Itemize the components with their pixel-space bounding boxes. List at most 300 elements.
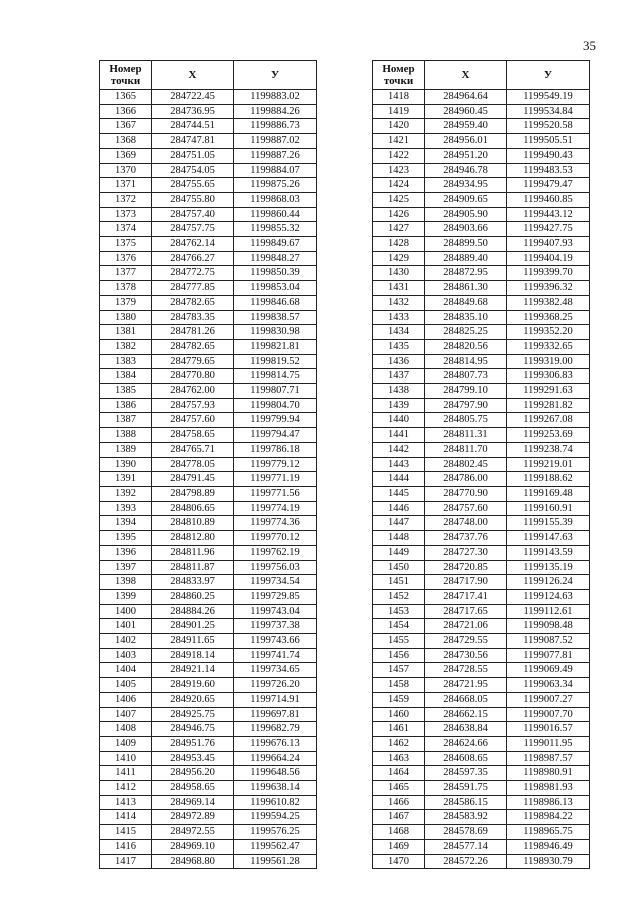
- table-row: [100, 457, 317, 472]
- header-text: Номер: [382, 63, 415, 75]
- cell-y: 1199729.85: [234, 589, 317, 604]
- cell-y: 1199069.49: [507, 663, 590, 678]
- table-row: [373, 104, 590, 119]
- table-row: [373, 354, 590, 369]
- column-header-x: X: [425, 61, 507, 90]
- cell-y: 1199576.25: [234, 825, 317, 840]
- cell-point-number: 1433: [373, 310, 425, 325]
- table-row: [373, 560, 590, 575]
- cell-point-number: 1404: [100, 663, 152, 678]
- table-row: [373, 589, 590, 604]
- table-row: [373, 457, 590, 472]
- table-row: [373, 295, 590, 310]
- cell-point-number: 1368: [100, 134, 152, 149]
- table-row: [100, 648, 317, 663]
- cell-x: 284972.89: [152, 810, 234, 825]
- table-row: [100, 854, 317, 869]
- cell-x: 284925.75: [152, 707, 234, 722]
- cell-y: 1199443.12: [507, 207, 590, 222]
- table-row: [373, 692, 590, 707]
- cell-point-number: 1414: [100, 810, 152, 825]
- cell-point-number: 1381: [100, 325, 152, 340]
- cell-x: 284728.55: [425, 663, 507, 678]
- table-row: [373, 119, 590, 134]
- column-header-y: У: [234, 61, 317, 90]
- cell-x: 284755.80: [152, 192, 234, 207]
- cell-point-number: 1422: [373, 148, 425, 163]
- cell-y: 1199779.12: [234, 457, 317, 472]
- cell-point-number: 1460: [373, 707, 425, 722]
- cell-y: 1199291.63: [507, 384, 590, 399]
- cell-point-number: 1385: [100, 384, 152, 399]
- header-text: Номер: [109, 63, 142, 75]
- table-row: [100, 678, 317, 693]
- cell-y: 1199741.74: [234, 648, 317, 663]
- cell-point-number: 1425: [373, 192, 425, 207]
- cell-point-number: 1373: [100, 207, 152, 222]
- cell-x: 284872.95: [425, 266, 507, 281]
- table-row: [100, 119, 317, 134]
- table-row: [100, 810, 317, 825]
- cell-point-number: 1380: [100, 310, 152, 325]
- cell-y: 1199534.84: [507, 104, 590, 119]
- cell-y: 1199807.71: [234, 384, 317, 399]
- cell-x: 284889.40: [425, 251, 507, 266]
- cell-point-number: 1411: [100, 766, 152, 781]
- table-row: [373, 648, 590, 663]
- table-row: [100, 634, 317, 649]
- cell-y: 1199169.48: [507, 486, 590, 501]
- cell-point-number: 1426: [373, 207, 425, 222]
- cell-y: 1199838.57: [234, 310, 317, 325]
- cell-x: 284953.45: [152, 751, 234, 766]
- cell-x: 284721.95: [425, 678, 507, 693]
- table-row: [100, 619, 317, 634]
- table-row: [100, 251, 317, 266]
- cell-point-number: 1436: [373, 354, 425, 369]
- cell-x: 284783.35: [152, 310, 234, 325]
- table-row: [373, 222, 590, 237]
- cell-x: 284811.96: [152, 545, 234, 560]
- cell-point-number: 1417: [100, 854, 152, 869]
- cell-y: 1199479.47: [507, 178, 590, 193]
- cell-x: 284805.75: [425, 413, 507, 428]
- cell-y: 1198981.93: [507, 781, 590, 796]
- cell-x: 284722.45: [152, 90, 234, 105]
- cell-x: 284727.30: [425, 545, 507, 560]
- table-row: [100, 428, 317, 443]
- cell-point-number: 1450: [373, 560, 425, 575]
- table-row: [373, 207, 590, 222]
- cell-y: 1199112.61: [507, 604, 590, 619]
- cell-y: 1199774.36: [234, 516, 317, 531]
- table-row: [373, 442, 590, 457]
- cell-y: 1199306.83: [507, 369, 590, 384]
- cell-x: 284720.85: [425, 560, 507, 575]
- cell-y: 1199804.70: [234, 398, 317, 413]
- cell-y: 1199610.82: [234, 795, 317, 810]
- cell-x: 284770.90: [425, 486, 507, 501]
- table-row: [100, 104, 317, 119]
- cell-x: 284811.87: [152, 560, 234, 575]
- cell-point-number: 1461: [373, 722, 425, 737]
- cell-x: 284920.65: [152, 692, 234, 707]
- column-header-point-number: [100, 61, 152, 90]
- cell-y: 1199883.02: [234, 90, 317, 105]
- cell-y: 1199886.73: [234, 119, 317, 134]
- cell-x: 284903.66: [425, 222, 507, 237]
- table-row: [373, 369, 590, 384]
- cell-y: 1199737.38: [234, 619, 317, 634]
- table-row: [100, 413, 317, 428]
- cell-y: 1198946.49: [507, 839, 590, 854]
- cell-x: 284921.14: [152, 663, 234, 678]
- table-row: [100, 663, 317, 678]
- cell-x: 284799.10: [425, 384, 507, 399]
- cell-point-number: 1467: [373, 810, 425, 825]
- table-row: [100, 384, 317, 399]
- cell-y: 1199814.75: [234, 369, 317, 384]
- cell-point-number: 1468: [373, 825, 425, 840]
- cell-y: 1199382.48: [507, 295, 590, 310]
- cell-x: 284624.66: [425, 736, 507, 751]
- table-row: [373, 516, 590, 531]
- cell-point-number: 1409: [100, 736, 152, 751]
- cell-x: 284757.40: [152, 207, 234, 222]
- cell-x: 284960.45: [425, 104, 507, 119]
- cell-y: 1199855.32: [234, 222, 317, 237]
- cell-y: 1199756.03: [234, 560, 317, 575]
- cell-x: 284946.78: [425, 163, 507, 178]
- cell-y: 1199063.34: [507, 678, 590, 693]
- cell-x: 284751.05: [152, 148, 234, 163]
- table-row: [373, 825, 590, 840]
- cell-point-number: 1430: [373, 266, 425, 281]
- cell-y: 1199549.19: [507, 90, 590, 105]
- cell-x: 284762.00: [152, 384, 234, 399]
- cell-point-number: 1386: [100, 398, 152, 413]
- cell-y: 1199011.95: [507, 736, 590, 751]
- table-row: [100, 148, 317, 163]
- table-header-row: [373, 61, 590, 90]
- cell-y: 1199561.28: [234, 854, 317, 869]
- cell-y: 1198984.22: [507, 810, 590, 825]
- cell-y: 1199821.81: [234, 339, 317, 354]
- cell-x: 284934.95: [425, 178, 507, 193]
- table-row: [100, 781, 317, 796]
- cell-point-number: 1375: [100, 237, 152, 252]
- cell-y: 1199794.47: [234, 428, 317, 443]
- cell-x: 284586.15: [425, 795, 507, 810]
- table-row: [100, 163, 317, 178]
- header-text: точки: [110, 75, 141, 87]
- cell-x: 284918.14: [152, 648, 234, 663]
- cell-y: 1199332.65: [507, 339, 590, 354]
- cell-point-number: 1435: [373, 339, 425, 354]
- cell-y: 1199875.26: [234, 178, 317, 193]
- cell-x: 284765.71: [152, 442, 234, 457]
- cell-point-number: 1448: [373, 531, 425, 546]
- cell-y: 1199734.54: [234, 575, 317, 590]
- cell-y: 1199734.65: [234, 663, 317, 678]
- cell-y: 1199077.81: [507, 648, 590, 663]
- cell-point-number: 1455: [373, 634, 425, 649]
- cell-x: 284909.65: [425, 192, 507, 207]
- cell-y: 1199682.79: [234, 722, 317, 737]
- cell-y: 1199319.00: [507, 354, 590, 369]
- cell-y: 1199267.08: [507, 413, 590, 428]
- cell-point-number: 1418: [373, 90, 425, 105]
- cell-point-number: 1446: [373, 501, 425, 516]
- cell-x: 284806.65: [152, 501, 234, 516]
- cell-point-number: 1408: [100, 722, 152, 737]
- cell-point-number: 1374: [100, 222, 152, 237]
- cell-y: 1199594.25: [234, 810, 317, 825]
- cell-x: 284747.81: [152, 134, 234, 149]
- table-row: [100, 575, 317, 590]
- table-row: [373, 751, 590, 766]
- cell-point-number: 1445: [373, 486, 425, 501]
- cell-point-number: 1376: [100, 251, 152, 266]
- cell-y: 1199407.93: [507, 237, 590, 252]
- table-row: [100, 237, 317, 252]
- cell-x: 284577.14: [425, 839, 507, 854]
- cell-point-number: 1367: [100, 119, 152, 134]
- cell-y: 1199884.07: [234, 163, 317, 178]
- table-row: [100, 310, 317, 325]
- cell-point-number: 1396: [100, 545, 152, 560]
- table-row: [373, 501, 590, 516]
- cell-y: 1199483.53: [507, 163, 590, 178]
- cell-x: 284911.65: [152, 634, 234, 649]
- cell-y: 1199743.66: [234, 634, 317, 649]
- cell-y: 1199884.26: [234, 104, 317, 119]
- cell-y: 1199368.25: [507, 310, 590, 325]
- table-row: [100, 545, 317, 560]
- cell-x: 284721.06: [425, 619, 507, 634]
- cell-point-number: 1416: [100, 839, 152, 854]
- cell-x: 284572.26: [425, 854, 507, 869]
- cell-point-number: 1403: [100, 648, 152, 663]
- table-row: [373, 678, 590, 693]
- cell-x: 284717.41: [425, 589, 507, 604]
- cell-x: 284736.95: [152, 104, 234, 119]
- cell-y: 1199396.32: [507, 281, 590, 296]
- table-row: [100, 795, 317, 810]
- cell-y: 1199490.43: [507, 148, 590, 163]
- cell-x: 284778.05: [152, 457, 234, 472]
- cell-y: 1199676.13: [234, 736, 317, 751]
- cell-point-number: 1428: [373, 237, 425, 252]
- cell-y: 1198980.91: [507, 766, 590, 781]
- table-row: [373, 486, 590, 501]
- cell-y: 1199016.57: [507, 722, 590, 737]
- table-row: [100, 531, 317, 546]
- cell-point-number: 1390: [100, 457, 152, 472]
- cell-x: 284583.92: [425, 810, 507, 825]
- table-row: [100, 472, 317, 487]
- cell-y: 1199853.04: [234, 281, 317, 296]
- table-row: [100, 192, 317, 207]
- cell-x: 284972.55: [152, 825, 234, 840]
- cell-point-number: 1427: [373, 222, 425, 237]
- cell-point-number: 1447: [373, 516, 425, 531]
- table-row: [373, 722, 590, 737]
- cell-point-number: 1392: [100, 486, 152, 501]
- cell-y: 1199238.74: [507, 442, 590, 457]
- cell-x: 284812.80: [152, 531, 234, 546]
- cell-x: 284964.64: [425, 90, 507, 105]
- cell-y: 1199219.01: [507, 457, 590, 472]
- cell-x: 284781.26: [152, 325, 234, 340]
- cell-y: 1199774.19: [234, 501, 317, 516]
- cell-x: 284762.14: [152, 237, 234, 252]
- table-row: [100, 692, 317, 707]
- cell-point-number: 1400: [100, 604, 152, 619]
- table-row: [100, 295, 317, 310]
- cell-point-number: 1372: [100, 192, 152, 207]
- table-row: [373, 795, 590, 810]
- cell-point-number: 1459: [373, 692, 425, 707]
- table-row: [373, 310, 590, 325]
- cell-point-number: 1387: [100, 413, 152, 428]
- cell-point-number: 1424: [373, 178, 425, 193]
- table-row: [100, 325, 317, 340]
- column-header-y: У: [507, 61, 590, 90]
- cell-y: 1199404.19: [507, 251, 590, 266]
- table-row: [373, 545, 590, 560]
- cell-x: 284779.65: [152, 354, 234, 369]
- cell-y: 1199770.12: [234, 531, 317, 546]
- cell-x: 284811.31: [425, 428, 507, 443]
- table-row: [100, 501, 317, 516]
- table-row: [100, 178, 317, 193]
- table-row: [373, 839, 590, 854]
- cell-x: 284901.25: [152, 619, 234, 634]
- table-row: [100, 722, 317, 737]
- cell-point-number: 1420: [373, 119, 425, 134]
- cell-point-number: 1369: [100, 148, 152, 163]
- table-row: [373, 237, 590, 252]
- cell-x: 284638.84: [425, 722, 507, 737]
- cell-x: 284662.15: [425, 707, 507, 722]
- cell-y: 1199352.20: [507, 325, 590, 340]
- cell-point-number: 1413: [100, 795, 152, 810]
- cell-point-number: 1371: [100, 178, 152, 193]
- cell-point-number: 1370: [100, 163, 152, 178]
- cell-y: 1199762.19: [234, 545, 317, 560]
- cell-x: 284757.75: [152, 222, 234, 237]
- cell-y: 1199007.70: [507, 707, 590, 722]
- cell-x: 284969.14: [152, 795, 234, 810]
- cell-point-number: 1454: [373, 619, 425, 634]
- cell-x: 284786.00: [425, 472, 507, 487]
- cell-y: 1199124.63: [507, 589, 590, 604]
- cell-x: 284919.60: [152, 678, 234, 693]
- cell-point-number: 1449: [373, 545, 425, 560]
- table-row: [373, 766, 590, 781]
- cell-y: 1199868.03: [234, 192, 317, 207]
- cell-y: 1199160.91: [507, 501, 590, 516]
- cell-point-number: 1429: [373, 251, 425, 266]
- cell-x: 284959.40: [425, 119, 507, 134]
- cell-y: 1199850.39: [234, 266, 317, 281]
- cell-x: 284899.50: [425, 237, 507, 252]
- cell-y: 1199281.82: [507, 398, 590, 413]
- cell-point-number: 1421: [373, 134, 425, 149]
- cell-x: 284717.65: [425, 604, 507, 619]
- cell-y: 1199887.26: [234, 148, 317, 163]
- table-row: [100, 134, 317, 149]
- cell-point-number: 1389: [100, 442, 152, 457]
- table-row: [100, 707, 317, 722]
- table-row: [373, 634, 590, 649]
- cell-x: 284956.20: [152, 766, 234, 781]
- cell-y: 1199771.56: [234, 486, 317, 501]
- cell-point-number: 1401: [100, 619, 152, 634]
- cell-point-number: 1423: [373, 163, 425, 178]
- cell-y: 1199860.44: [234, 207, 317, 222]
- cell-point-number: 1466: [373, 795, 425, 810]
- cell-x: 284737.76: [425, 531, 507, 546]
- cell-y: 1199147.63: [507, 531, 590, 546]
- coordinates-table-left: [99, 60, 317, 869]
- cell-y: 1199786.18: [234, 442, 317, 457]
- cell-point-number: 1452: [373, 589, 425, 604]
- cell-point-number: 1383: [100, 354, 152, 369]
- cell-point-number: 1463: [373, 751, 425, 766]
- cell-y: 1199664.24: [234, 751, 317, 766]
- cell-x: 284755.65: [152, 178, 234, 193]
- cell-point-number: 1464: [373, 766, 425, 781]
- cell-y: 1198930.79: [507, 854, 590, 869]
- column-header-x: X: [152, 61, 234, 90]
- cell-y: 1199460.85: [507, 192, 590, 207]
- cell-y: 1199648.56: [234, 766, 317, 781]
- cell-x: 284729.55: [425, 634, 507, 649]
- cell-x: 284782.65: [152, 295, 234, 310]
- cell-point-number: 1458: [373, 678, 425, 693]
- cell-x: 284777.85: [152, 281, 234, 296]
- table-row: [373, 854, 590, 869]
- cell-y: 1199427.75: [507, 222, 590, 237]
- cell-point-number: 1465: [373, 781, 425, 796]
- cell-point-number: 1453: [373, 604, 425, 619]
- cell-point-number: 1432: [373, 295, 425, 310]
- cell-x: 284730.56: [425, 648, 507, 663]
- table-row: [373, 281, 590, 296]
- cell-x: 284956.01: [425, 134, 507, 149]
- cell-x: 284969.10: [152, 839, 234, 854]
- table-row: [373, 604, 590, 619]
- cell-point-number: 1384: [100, 369, 152, 384]
- cell-x: 284861.30: [425, 281, 507, 296]
- table-row: [373, 575, 590, 590]
- table-row: [373, 736, 590, 751]
- table-row: [100, 442, 317, 457]
- table-row: [100, 560, 317, 575]
- cell-point-number: 1395: [100, 531, 152, 546]
- cell-point-number: 1419: [373, 104, 425, 119]
- cell-point-number: 1440: [373, 413, 425, 428]
- table-row: [100, 825, 317, 840]
- column-header-point-number: [373, 61, 425, 90]
- cell-point-number: 1397: [100, 560, 152, 575]
- cell-x: 284597.35: [425, 766, 507, 781]
- cell-point-number: 1434: [373, 325, 425, 340]
- cell-y: 1199562.47: [234, 839, 317, 854]
- cell-x: 284591.75: [425, 781, 507, 796]
